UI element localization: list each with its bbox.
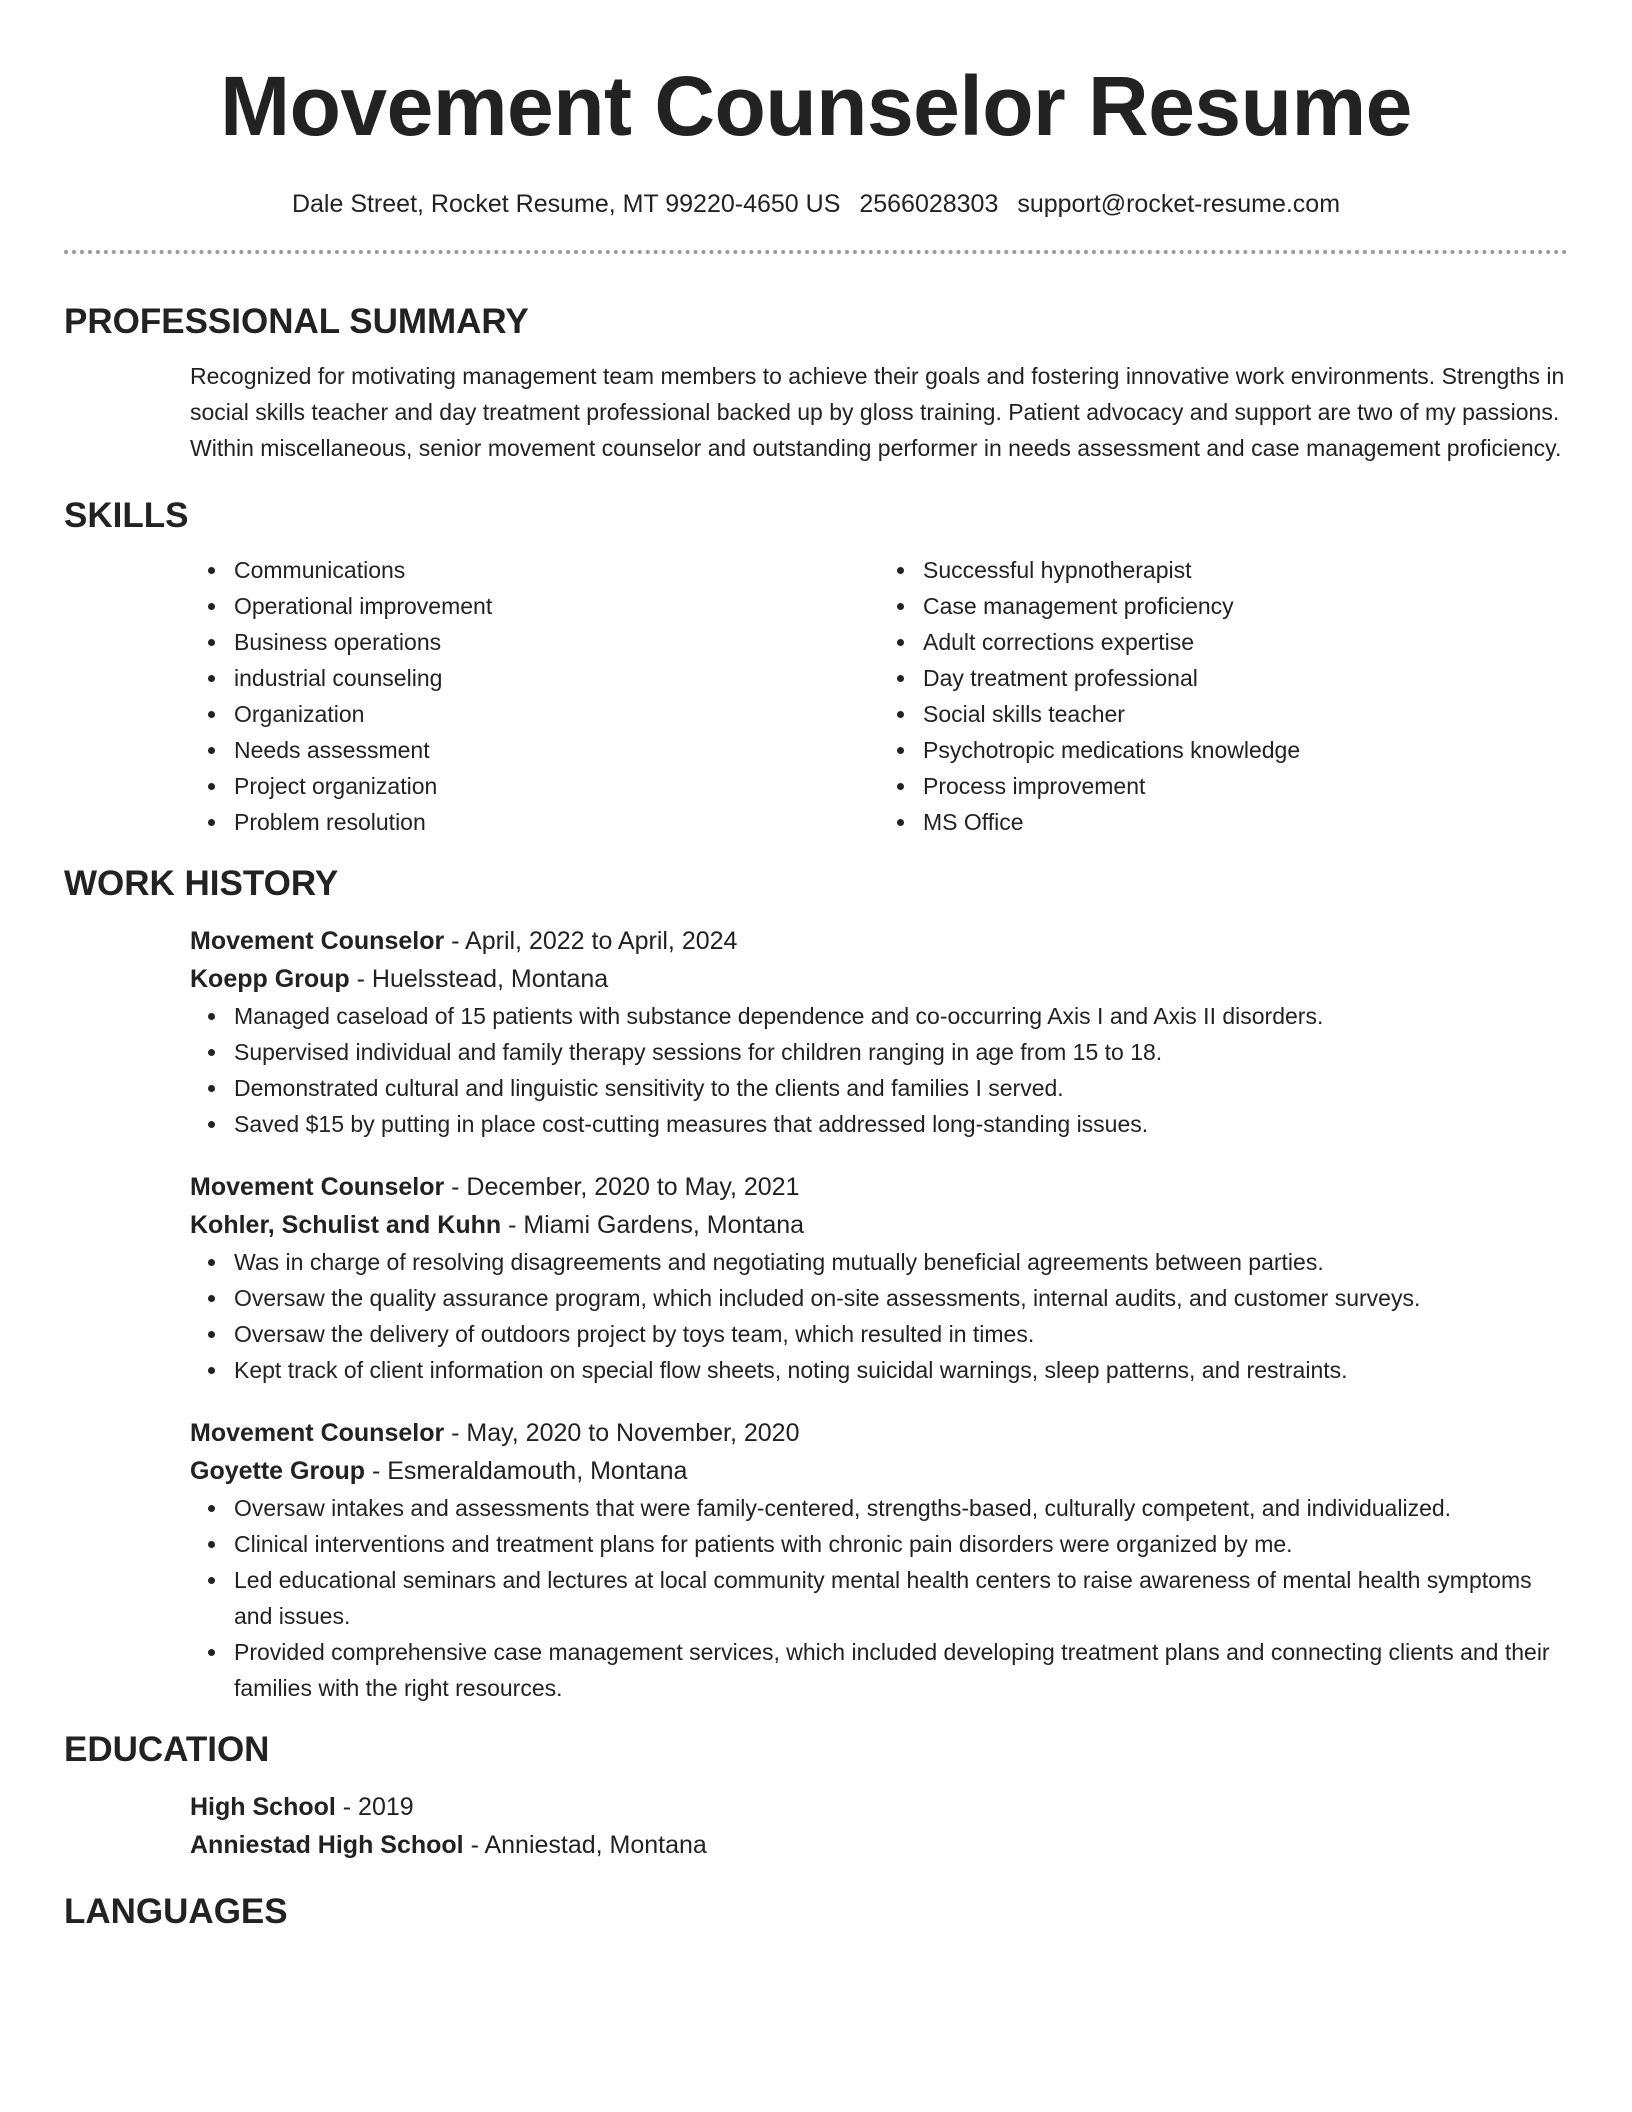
job-bullet: Provided comprehensive case management services, which included developing treatment plans and connecting clients and their families with the right resources. <box>234 1634 1568 1706</box>
contact-line <box>64 186 1568 222</box>
header-divider <box>64 250 1568 254</box>
education-heading: EDUCATION <box>64 1730 270 1769</box>
job-title-line <box>190 1414 1568 1452</box>
job-location: - Huelsstead, Montana <box>349 965 609 993</box>
summary-section <box>64 358 1568 466</box>
skills-right-list <box>879 552 1568 840</box>
job-bullet: Kept track of client information on special flow sheets, noting suicidal warnings, sleep patterns, and restraints. <box>234 1352 1568 1388</box>
job-title-line <box>190 1168 1568 1206</box>
job-bullet: Was in charge of resolving disagreements and negotiating mutually beneficial agreements between parties. <box>234 1244 1568 1280</box>
job-company-line <box>190 1452 1568 1490</box>
job-company: Kohler, Schulist and Kuhn <box>190 1211 502 1239</box>
job-dates: - May, 2020 to November, 2020 <box>444 1419 800 1447</box>
skill-item: industrial counseling <box>234 660 879 696</box>
job-bullets <box>190 1244 1568 1388</box>
job-bullet: Led educational seminars and lectures at local community mental health centers to raise awareness of mental health symptoms and issues. <box>234 1562 1568 1634</box>
skills-left-list <box>190 552 879 840</box>
education-location: - Anniestad, Montana <box>463 1831 707 1859</box>
job-bullet: Demonstrated cultural and linguistic sensitivity to the clients and families I served. <box>234 1070 1568 1106</box>
work-section <box>64 922 1568 1706</box>
job-company-line <box>190 1206 1568 1244</box>
resume-title: Movement Counselor Resume <box>220 59 1412 153</box>
job-title: Movement Counselor <box>190 927 445 955</box>
job-bullets <box>190 1490 1568 1706</box>
job-bullet: Supervised individual and family therapy sessions for children ranging in age from 15 to 18. <box>234 1034 1568 1070</box>
job-entry <box>190 1414 1568 1706</box>
skill-item: Problem resolution <box>234 804 879 840</box>
summary-text: Recognized for motivating management team members to achieve their goals and fostering innovative work environments. Strengths in social skills teacher and day treatment professional backed up by gloss training. Patient advocacy and support are two of my passions. Within miscellaneous, senior movement counselor and outstanding performer in needs assessment and case management proficiency. <box>190 363 1565 461</box>
work-heading: WORK HISTORY <box>64 864 339 903</box>
job-dates: - April, 2022 to April, 2024 <box>444 927 738 955</box>
job-entry <box>190 922 1568 1142</box>
skill-item: Process improvement <box>923 768 1568 804</box>
languages-heading: LANGUAGES <box>64 1892 288 1931</box>
skill-item: Project organization <box>234 768 879 804</box>
contact-email: support@rocket-resume.com <box>1017 190 1341 218</box>
job-bullets <box>190 998 1568 1142</box>
education-degree: High School <box>190 1793 336 1821</box>
skill-item: Social skills teacher <box>923 696 1568 732</box>
job-bullet: Clinical interventions and treatment plans for patients with chronic pain disorders were organized by me. <box>234 1526 1568 1562</box>
education-year: - 2019 <box>335 1793 414 1821</box>
job-bullet: Managed caseload of 15 patients with substance dependence and co-occurring Axis I and Axis II disorders. <box>234 998 1568 1034</box>
job-company: Goyette Group <box>190 1457 366 1485</box>
job-location: - Esmeraldamouth, Montana <box>365 1457 688 1485</box>
education-degree-line <box>190 1788 1568 1826</box>
job-company: Koepp Group <box>190 965 350 993</box>
skills-grid <box>190 552 1568 840</box>
skill-item: Psychotropic medications knowledge <box>923 732 1568 768</box>
job-dates: - December, 2020 to May, 2021 <box>444 1173 800 1201</box>
skill-item: Communications <box>234 552 879 588</box>
job-bullet: Oversaw the quality assurance program, which included on-site assessments, internal audits, and customer surveys. <box>234 1280 1568 1316</box>
job-bullet: Oversaw the delivery of outdoors project by toys team, which resulted in times. <box>234 1316 1568 1352</box>
summary-heading: PROFESSIONAL SUMMARY <box>64 302 529 341</box>
skill-item: Adult corrections expertise <box>923 624 1568 660</box>
job-title: Movement Counselor <box>190 1173 445 1201</box>
skills-section <box>64 552 1568 840</box>
job-company-line <box>190 960 1568 998</box>
job-bullet: Saved $15 by putting in place cost-cutting measures that addressed long-standing issues. <box>234 1106 1568 1142</box>
job-bullet: Oversaw intakes and assessments that were family-centered, strengths-based, culturally competent, and individualized. <box>234 1490 1568 1526</box>
job-location: - Miami Gardens, Montana <box>501 1211 805 1239</box>
education-section <box>64 1788 1568 1864</box>
job-title-line <box>190 922 1568 960</box>
job-entry <box>190 1168 1568 1388</box>
contact-address: Dale Street, Rocket Resume, MT 99220-4650 US <box>291 190 841 218</box>
skill-item: Organization <box>234 696 879 732</box>
skill-item: MS Office <box>923 804 1568 840</box>
skill-item: Day treatment professional <box>923 660 1568 696</box>
skills-heading: SKILLS <box>64 496 189 535</box>
contact-phone: 2566028303 <box>859 190 999 218</box>
skill-item: Operational improvement <box>234 588 879 624</box>
education-school-line <box>190 1826 1568 1864</box>
skill-item: Needs assessment <box>234 732 879 768</box>
job-title: Movement Counselor <box>190 1419 445 1447</box>
skill-item: Case management proficiency <box>923 588 1568 624</box>
skill-item: Successful hypnotherapist <box>923 552 1568 588</box>
education-school: Anniestad High School <box>190 1831 464 1859</box>
skill-item: Business operations <box>234 624 879 660</box>
